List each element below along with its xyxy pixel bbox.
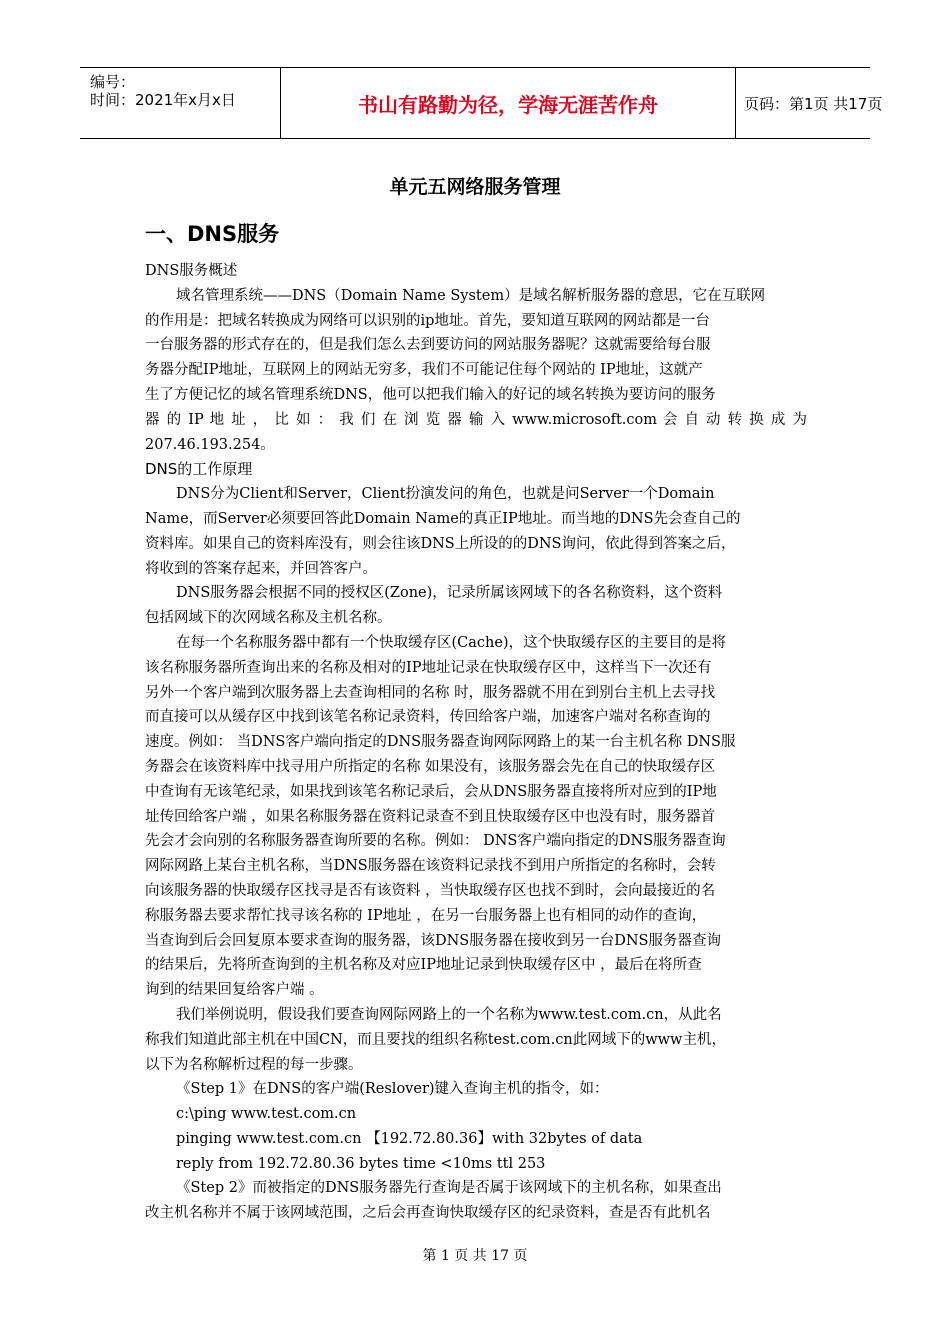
header-table xyxy=(80,67,883,139)
section-heading: 一、DNS服务 xyxy=(145,222,280,246)
document-number-label: 编号： xyxy=(90,73,136,91)
text-line: 该名称服务器所查询出来的名称及相对的IP地址记录在快取缓存区中，这样当下一次还有 xyxy=(145,659,712,676)
text-line: 当查询到后会回复原本要求查询的服务器，该DNS服务器在接收到另一台DNS服务器查询 xyxy=(145,932,721,949)
text-line: 称服务器去要求帮忙找寻该名称的 IP地址 ，在另一台服务器上也有相同的动作的查询， xyxy=(145,907,707,924)
text-line: 一台服务器的形式存在的，但是我们怎么去到要访问的网站服务器呢？这就需要给每台服 xyxy=(145,337,711,354)
header-motto: 书山有路勤为径，学海无涯苦作舟 xyxy=(358,93,658,117)
text-line: 务器会在该资料库中找寻用户所指定的名称 如果没有，该服务器会先在自己的快取缓存区 xyxy=(145,758,716,775)
subheading: DNS的工作原理 xyxy=(145,460,253,479)
text-line: 的结果后，先将所查询到的主机名称及对应IP地址记录到快取缓存区中 ，最后在将所查 xyxy=(145,957,702,974)
text-line: 速度。例如： 当DNS客户端向指定的DNS服务器查询网际网路上的某一台主机名称 DNS服 xyxy=(145,734,736,751)
text-line: 改主机名称并不属于该网域范围，之后会再查询快取缓存区的纪录资料，查是否有此机名 xyxy=(145,1205,711,1222)
text-line: 以下为名称解析过程的每一步骤。 xyxy=(145,1056,363,1073)
text-line: Name，而Server必须要回答此Domain Name的真正IP地址。而当地的DNS先会查自己的 xyxy=(145,510,741,527)
text-line: 将收到的答案存起来，并回答客户。 xyxy=(145,560,377,577)
text-line: 称我们知道此部主机在中国CN，而且要找的组织名称test.com.cn此网域下的www主机， xyxy=(145,1031,726,1048)
code-line: c:\ping www.test.com.cn xyxy=(176,1106,357,1123)
text-line: DNS服务概述 xyxy=(145,263,238,279)
text-line: 的作用是：把域名转换成为网络可以识别的ip地址。首先，要知道互联网的网站都是一台 xyxy=(145,312,710,329)
text-line: 址传回给客户端 ，如果名称服务器在资料记录查不到且快取缓存区中也没有时，服务器首 xyxy=(145,808,716,825)
text-line: 询到的结果回复给客户端 。 xyxy=(145,982,324,999)
code-line: pinging www.test.com.cn 【192.72.80.36】with 32bytes of data xyxy=(176,1130,643,1147)
text-line: 向该服务器的快取缓存区找寻是否有该资料 ，当快取缓存区也找不到时，会向最接近的名 xyxy=(145,882,716,899)
header-left-cell xyxy=(80,68,281,138)
document-title: 单元五网络服务管理 xyxy=(389,176,561,198)
text-line: 在每一个名称服务器中都有一个快取缓存区(Cache)，这个快取缓存区的主要目的是将 xyxy=(176,634,727,651)
text-line: 器 的 IP 地 址 ， 比 如 ： 我 们 在 浏 览 器 输 入 www.microsoft.com 会 自 动 转 换 成 为 xyxy=(145,411,807,428)
page-footer: 第 1 页 共 17 页 xyxy=(422,1248,528,1264)
header-page-info: 页码：第1页 共17页 xyxy=(744,95,883,113)
text-line: 生了方便记忆的域名管理系统DNS，他可以把我们输入的好记的域名转换为要访问的服务 xyxy=(145,386,716,403)
header-center-cell xyxy=(281,68,736,138)
text-line: 我们举例说明，假设我们要查询网际网路上的一个名称为www.test.com.cn，从此名 xyxy=(176,1006,722,1023)
text-line: 207.46.193.254。 xyxy=(145,436,275,453)
text-line: 《Step 1》在DNS的客户端(Reslover)键入查询主机的指令，如： xyxy=(176,1081,609,1098)
text-line: 《Step 2》而被指定的DNS服务器先行查询是否属于该网域下的主机名称，如果查出 xyxy=(176,1180,722,1197)
document-date: 时间：2021年x月x日 xyxy=(90,91,236,109)
header-right-cell xyxy=(736,68,883,138)
text-line: 域名管理系统——DNS（Domain Name System）是域名解析服务器的意思，它在互联网 xyxy=(176,287,766,304)
text-line: 包括网域下的次网域名称及主机名称。 xyxy=(145,610,392,627)
text-line: 中查询有无该笔纪录，如果找到该笔名称记录后，会从DNS服务器直接将所对应到的IP地 xyxy=(145,783,717,800)
body-text xyxy=(145,259,807,1226)
text-line: DNS分为Client和Server，Client扮演发问的角色，也就是问Server一个Domain xyxy=(176,486,715,503)
text-line: 务器分配IP地址，互联网上的网站无穷多，我们不可能记住每个网站的 IP地址，这就产 xyxy=(145,362,703,379)
text-line: 资料库。如果自己的资料库没有，则会往该DNS上所设的的DNS询问，依此得到答案之后， xyxy=(145,535,736,552)
text-line: DNS服务器会根据不同的授权区(Zone)，记录所属该网域下的各名称资料，这个资料 xyxy=(176,585,723,602)
text-line: 先会才会向别的名称服务器查询所要的名称。例如： DNS客户端向指定的DNS服务器查询 xyxy=(145,833,726,850)
text-line: 而直接可以从缓存区中找到该笔名称记录资料，传回给客户端，加速客户端对名称查询的 xyxy=(145,709,711,726)
code-line: reply from 192.72.80.36 bytes time <10ms ttl 253 xyxy=(176,1155,546,1172)
text-line: 另外一个客户端到次服务器上去查询相同的名称 时，服务器就不用在到别台主机上去寻找 xyxy=(145,684,716,701)
text-line: 网际网路上某台主机名称，当DNS服务器在该资料记录找不到用户所指定的名称时，会转 xyxy=(145,858,716,875)
